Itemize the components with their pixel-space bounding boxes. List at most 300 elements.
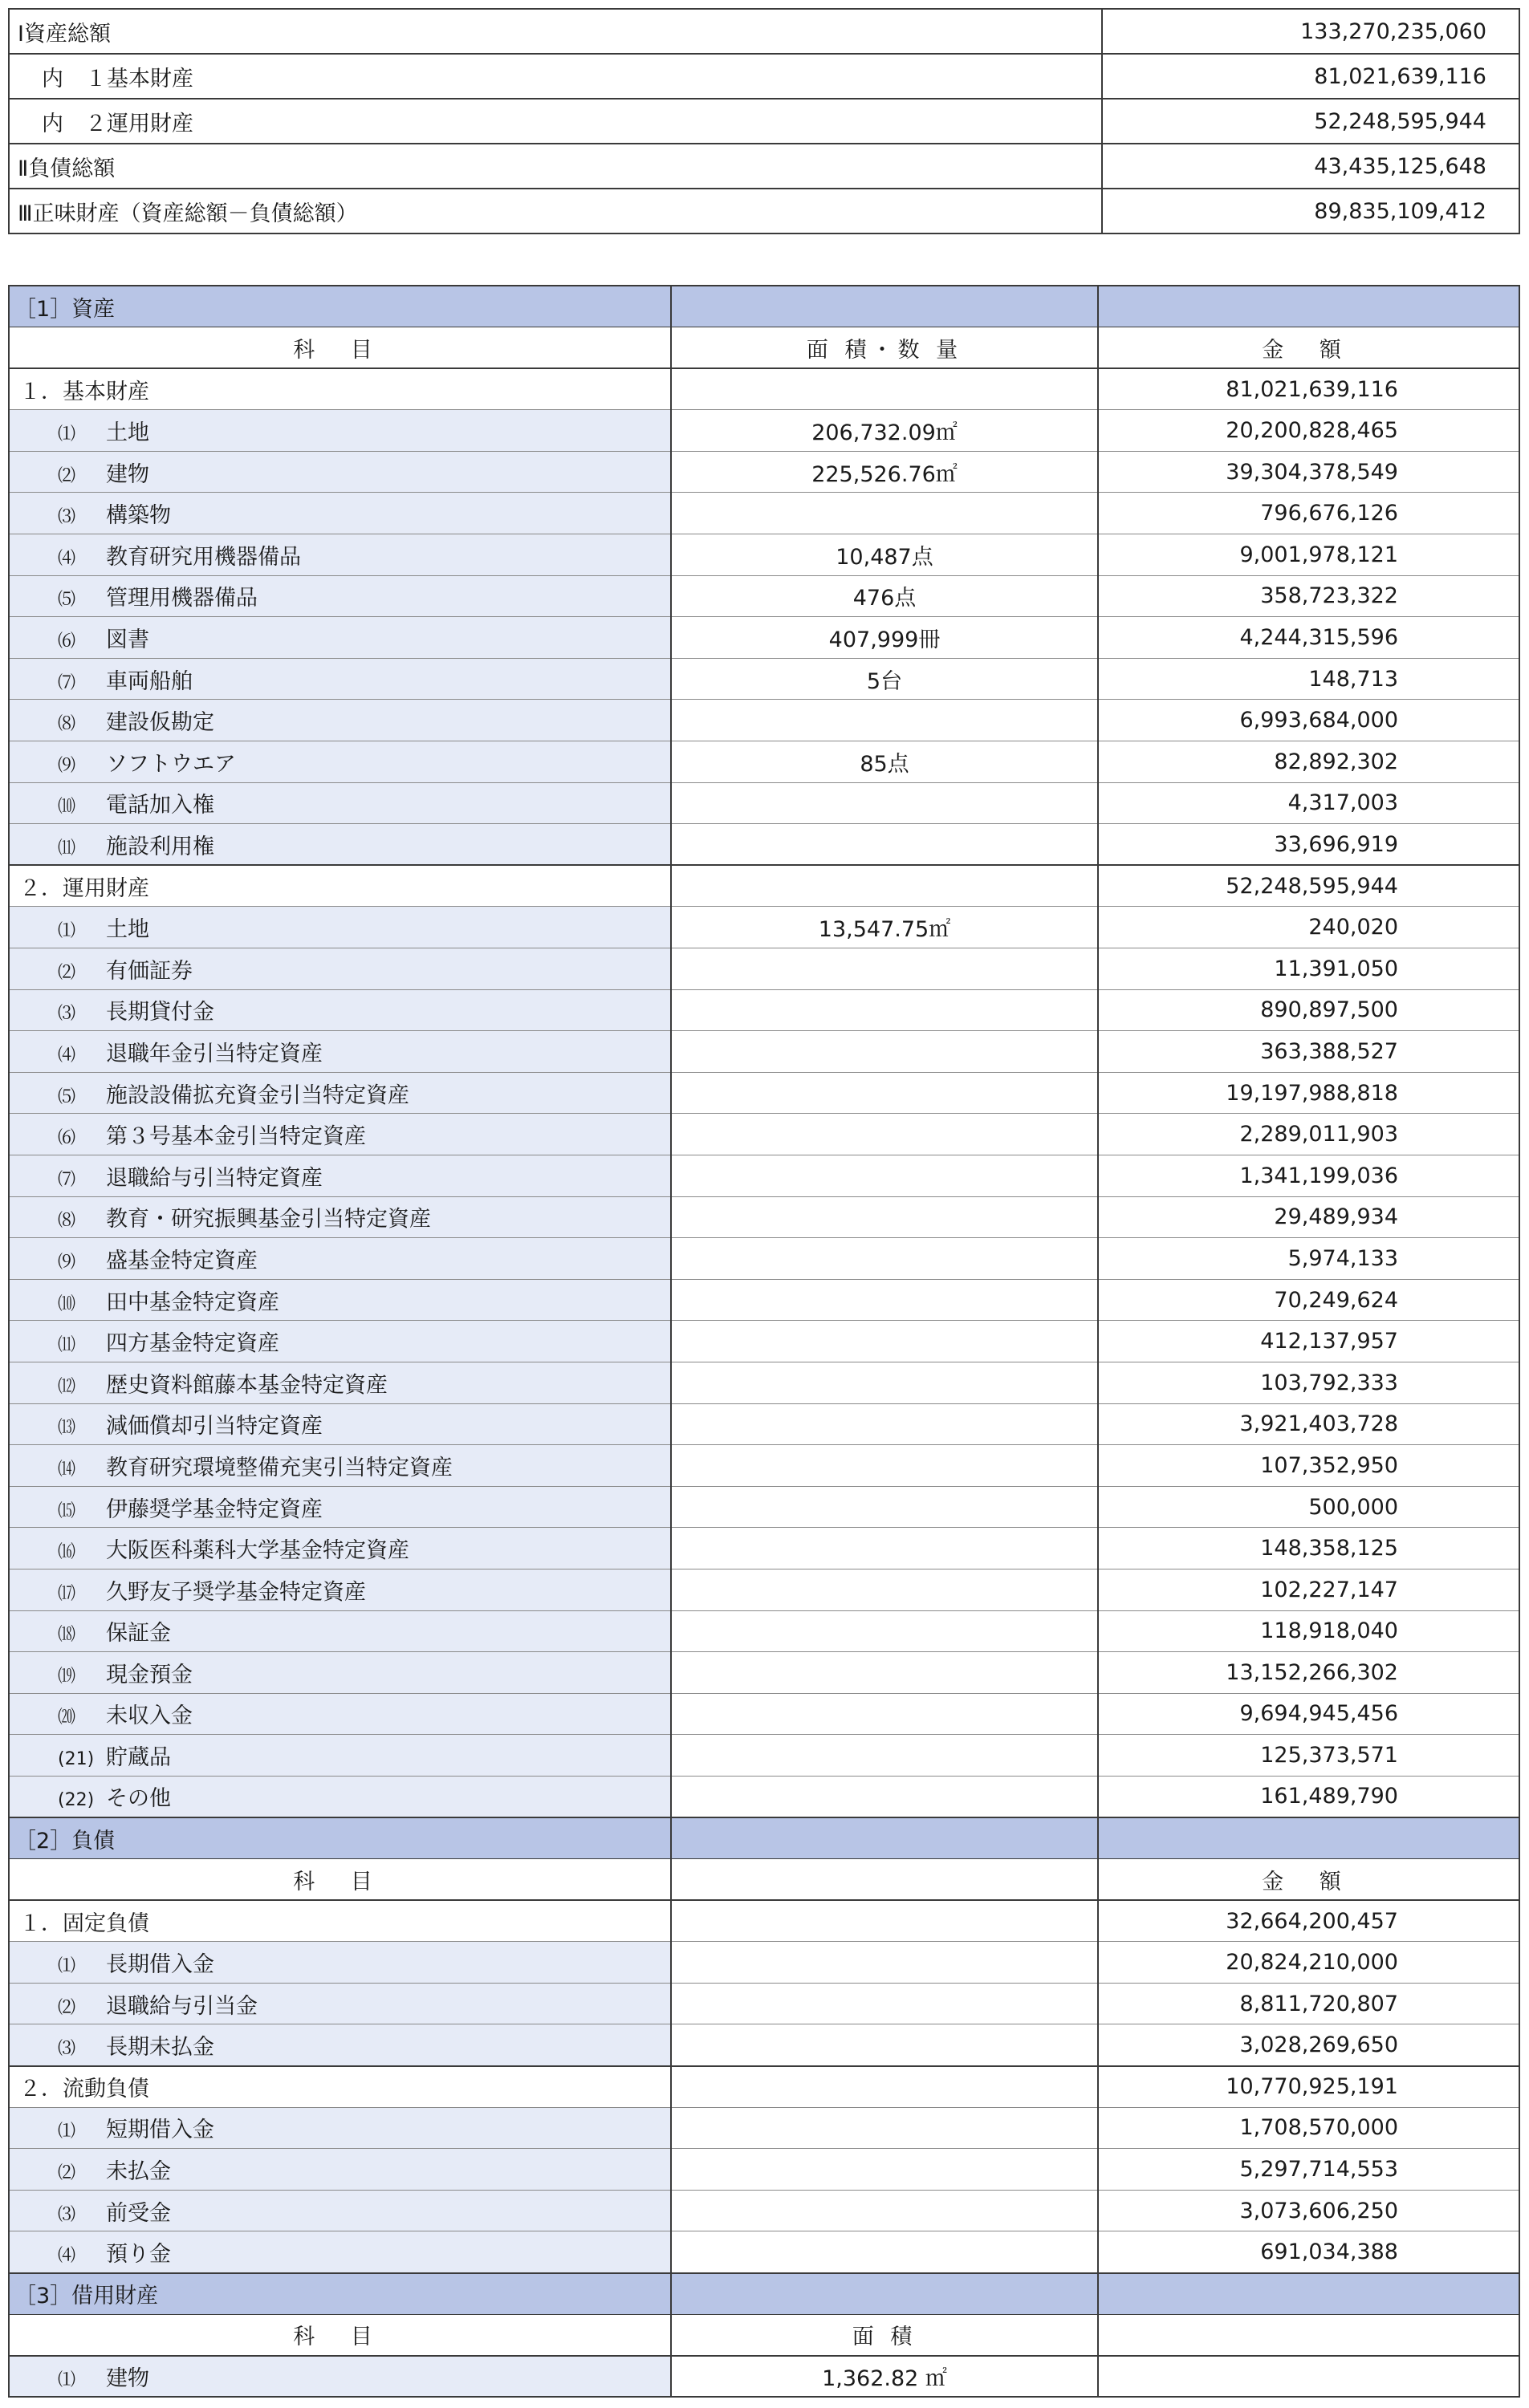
group-row <box>9 1900 1519 1942</box>
table-row <box>9 1403 1519 1445</box>
item-quantity <box>671 1610 1098 1652</box>
item-number: ⑶ <box>58 1004 76 1025</box>
item-number: ⑴ <box>58 2122 76 2142</box>
item-name: 長期借入金 <box>106 1952 214 1978</box>
item-cell <box>9 1031 671 1073</box>
item-name: 教育・研究振興基金引当特定資産 <box>106 1207 431 1232</box>
item-amount: 148,358,125 <box>1098 1528 1519 1569</box>
item-amount: 70,249,624 <box>1098 1279 1519 1321</box>
table-row <box>9 1652 1519 1694</box>
item-number: ⑷ <box>58 548 76 569</box>
item-cell <box>9 1983 671 2024</box>
item-name: 建設仮勘定 <box>106 710 214 736</box>
item-amount: 148,713 <box>1098 658 1519 700</box>
item-amount: 29,489,934 <box>1098 1196 1519 1238</box>
item-name: 構築物 <box>106 503 171 529</box>
item-number: ⑸ <box>58 1086 76 1107</box>
item-amount: 1,341,199,036 <box>1098 1155 1519 1196</box>
item-cell <box>9 1528 671 1569</box>
item-quantity <box>671 1445 1098 1487</box>
item-quantity <box>671 1403 1098 1445</box>
item-cell <box>9 1610 671 1652</box>
item-number: ⑴ <box>58 424 76 445</box>
group-title: １．固定負債 <box>9 1900 671 1942</box>
table-row <box>9 1279 1519 1321</box>
column-header-subject: 科 目 <box>9 1859 671 1901</box>
item-cell <box>9 700 671 741</box>
item-number: ⒄ <box>58 1583 76 1604</box>
item-number: ⑷ <box>58 1045 76 1066</box>
table-row <box>9 410 1519 452</box>
item-name: 前受金 <box>106 2200 171 2226</box>
item-number: ⑸ <box>58 590 76 611</box>
item-name: 盛基金特定資産 <box>106 1248 258 1273</box>
group-amount: 10,770,925,191 <box>1098 2066 1519 2108</box>
section-header-row <box>9 1817 1519 1859</box>
item-amount: 125,373,571 <box>1098 1735 1519 1777</box>
item-cell <box>9 1776 671 1817</box>
item-cell <box>9 1569 671 1610</box>
item-number: ⑿ <box>58 1376 76 1397</box>
item-name: 現金預金 <box>106 1662 193 1687</box>
item-cell <box>9 1279 671 1321</box>
item-quantity: 225,526.76㎡ <box>671 451 1098 493</box>
group-title: １．基本財産 <box>9 368 671 410</box>
summary-table <box>8 8 1520 234</box>
item-amount: 6,993,684,000 <box>1098 700 1519 741</box>
table-row <box>9 2107 1519 2149</box>
empty-cell <box>671 286 1098 327</box>
item-amount: 9,694,945,456 <box>1098 1693 1519 1735</box>
item-name: 長期貸付金 <box>106 1000 214 1025</box>
item-quantity: 476点 <box>671 575 1098 617</box>
group-row <box>9 368 1519 410</box>
item-quantity <box>671 2231 1098 2273</box>
item-number: ⒅ <box>58 1625 76 1646</box>
item-amount <box>1098 2356 1519 2398</box>
table-row <box>9 617 1519 659</box>
section-title: ［3］借用財産 <box>9 2273 671 2315</box>
item-name: 大阪医科薬科大学基金特定資産 <box>106 1538 409 1564</box>
item-number: ⑶ <box>58 507 76 528</box>
item-amount: 240,020 <box>1098 907 1519 948</box>
table-row <box>9 1114 1519 1155</box>
summary-value: 133,270,235,060 <box>1102 9 1519 54</box>
item-quantity: 1,362.82 ㎡ <box>671 2356 1098 2398</box>
table-row <box>9 741 1519 783</box>
summary-label: Ⅰ資産総額 <box>9 9 1102 54</box>
item-name: 図書 <box>106 627 149 653</box>
item-cell <box>9 1735 671 1777</box>
table-row <box>9 1942 1519 1984</box>
item-number: ⑾ <box>58 838 76 859</box>
item-cell <box>9 575 671 617</box>
item-cell <box>9 1942 671 1984</box>
item-cell <box>9 907 671 948</box>
item-name: 土地 <box>106 420 149 446</box>
table-row <box>9 907 1519 948</box>
item-name: 預り金 <box>106 2241 171 2267</box>
group-row <box>9 865 1519 907</box>
item-number: ⑼ <box>58 755 76 776</box>
table-row <box>9 493 1519 534</box>
item-cell <box>9 1072 671 1114</box>
table-row <box>9 989 1519 1031</box>
item-quantity <box>671 1114 1098 1155</box>
empty-cell <box>671 2273 1098 2315</box>
item-amount: 796,676,126 <box>1098 493 1519 534</box>
item-name: 短期借入金 <box>106 2118 214 2143</box>
item-number: ⑵ <box>58 465 76 486</box>
table-row <box>9 824 1519 866</box>
item-amount: 363,388,527 <box>1098 1031 1519 1073</box>
item-number: ⑽ <box>58 1293 76 1314</box>
summary-value: 52,248,595,944 <box>1102 99 1519 144</box>
item-name: 教育研究用機器備品 <box>106 544 301 570</box>
column-header-quantity: 面 積・数 量 <box>671 327 1098 369</box>
empty-cell <box>1098 2273 1519 2315</box>
item-number: ⑴ <box>58 921 76 942</box>
item-amount: 9,001,978,121 <box>1098 534 1519 576</box>
item-cell <box>9 410 671 452</box>
item-number: ⑹ <box>58 631 76 652</box>
table-row <box>9 1155 1519 1196</box>
item-quantity <box>671 1983 1098 2024</box>
item-cell <box>9 741 671 783</box>
table-row <box>9 2024 1519 2066</box>
item-cell <box>9 658 671 700</box>
item-name: 四方基金特定資産 <box>106 1331 279 1357</box>
item-name: 退職年金引当特定資産 <box>106 1041 323 1066</box>
item-quantity: 85点 <box>671 741 1098 783</box>
item-name: 建物 <box>106 2365 149 2391</box>
item-cell <box>9 493 671 534</box>
table-row <box>9 948 1519 990</box>
summary-row <box>9 189 1519 233</box>
table-row <box>9 1569 1519 1610</box>
item-number: ⑾ <box>58 1335 76 1356</box>
item-number: ⑼ <box>58 1252 76 1273</box>
item-cell <box>9 989 671 1031</box>
item-quantity <box>671 1486 1098 1528</box>
item-quantity <box>671 1693 1098 1735</box>
table-row <box>9 534 1519 576</box>
column-header-subject: 科 目 <box>9 2314 671 2356</box>
item-cell <box>9 534 671 576</box>
group-amount: 32,664,200,457 <box>1098 1900 1519 1942</box>
item-cell <box>9 1321 671 1362</box>
item-number: ⒁ <box>58 1459 76 1480</box>
item-amount: 691,034,388 <box>1098 2231 1519 2273</box>
table-row <box>9 700 1519 741</box>
table-row <box>9 1776 1519 1817</box>
empty-cell <box>1098 286 1519 327</box>
summary-row <box>9 144 1519 189</box>
empty-cell <box>671 1817 1098 1859</box>
item-cell <box>9 1445 671 1487</box>
item-quantity: 407,999冊 <box>671 617 1098 659</box>
empty-cell <box>1098 2314 1519 2356</box>
item-cell <box>9 1652 671 1694</box>
summary-row <box>9 54 1519 99</box>
empty-cell <box>671 1859 1098 1901</box>
item-quantity <box>671 1735 1098 1777</box>
item-quantity <box>671 782 1098 824</box>
item-quantity <box>671 1776 1098 1817</box>
item-cell <box>9 1693 671 1735</box>
item-amount: 107,352,950 <box>1098 1445 1519 1487</box>
item-amount: 3,073,606,250 <box>1098 2190 1519 2231</box>
item-name: ソフトウエア <box>106 751 236 777</box>
table-row <box>9 1196 1519 1238</box>
item-cell <box>9 451 671 493</box>
item-number: ⑽ <box>58 797 76 818</box>
table-row <box>9 1238 1519 1280</box>
item-name: 有価証券 <box>106 958 193 984</box>
table-row <box>9 1610 1519 1652</box>
item-number: ⑴ <box>58 1956 76 1977</box>
item-amount: 118,918,040 <box>1098 1610 1519 1652</box>
item-amount: 39,304,378,549 <box>1098 451 1519 493</box>
item-quantity <box>671 1072 1098 1114</box>
item-name: 施設利用権 <box>106 834 214 859</box>
item-cell <box>9 1403 671 1445</box>
item-amount: 20,200,828,465 <box>1098 410 1519 452</box>
item-name: 未払金 <box>106 2159 171 2185</box>
item-amount: 5,297,714,553 <box>1098 2149 1519 2191</box>
item-number: ⑵ <box>58 1997 76 2018</box>
item-number: ⒆ <box>58 1666 76 1687</box>
summary-label: Ⅲ正味財産（資産総額－負債総額） <box>9 189 1102 233</box>
table-row <box>9 1735 1519 1777</box>
item-amount: 161,489,790 <box>1098 1776 1519 1817</box>
item-cell <box>9 1114 671 1155</box>
item-amount: 20,824,210,000 <box>1098 1942 1519 1984</box>
item-quantity <box>671 1196 1098 1238</box>
item-number: ⑴ <box>58 2369 76 2390</box>
item-cell <box>9 782 671 824</box>
item-number: ⑻ <box>58 1211 76 1232</box>
section-header-row <box>9 286 1519 327</box>
summary-label: Ⅱ負債総額 <box>9 144 1102 189</box>
item-amount: 103,792,333 <box>1098 1362 1519 1403</box>
item-name: 田中基金特定資産 <box>106 1289 279 1315</box>
item-number: ⒇ <box>58 1708 76 1728</box>
section-header-row <box>9 2273 1519 2315</box>
item-quantity <box>671 1238 1098 1280</box>
summary-label: 内 ２運用財産 <box>9 99 1102 144</box>
table-row <box>9 451 1519 493</box>
item-name: 減価償却引当特定資産 <box>106 1414 323 1440</box>
table-row <box>9 2190 1519 2231</box>
item-quantity <box>671 1362 1098 1403</box>
item-quantity: 10,487点 <box>671 534 1098 576</box>
item-amount: 412,137,957 <box>1098 1321 1519 1362</box>
item-quantity <box>671 700 1098 741</box>
item-amount: 33,696,919 <box>1098 824 1519 866</box>
item-quantity <box>671 1942 1098 1984</box>
item-number: ⑵ <box>58 962 76 983</box>
item-cell <box>9 948 671 990</box>
item-number: ⒀ <box>58 1418 76 1439</box>
table-row <box>9 1486 1519 1528</box>
item-name: 車両船舶 <box>106 668 193 694</box>
item-name: 保証金 <box>106 1621 171 1647</box>
item-name: 電話加入権 <box>106 793 214 818</box>
table-row <box>9 1528 1519 1569</box>
item-quantity <box>671 1031 1098 1073</box>
table-row <box>9 1445 1519 1487</box>
item-quantity <box>671 2190 1098 2231</box>
item-name: 久野友子奨学基金特定資産 <box>106 1579 366 1605</box>
table-row <box>9 1321 1519 1362</box>
item-quantity <box>671 493 1098 534</box>
item-cell <box>9 2356 671 2398</box>
item-quantity <box>671 948 1098 990</box>
item-amount: 5,974,133 <box>1098 1238 1519 1280</box>
item-cell <box>9 1362 671 1403</box>
group-title: ２．流動負債 <box>9 2066 671 2108</box>
item-cell <box>9 617 671 659</box>
table-row <box>9 1072 1519 1114</box>
empty-cell <box>671 865 1098 907</box>
table-row <box>9 2231 1519 2273</box>
column-header-quantity: 面 積 <box>671 2314 1098 2356</box>
column-header-amount: 金 額 <box>1098 1859 1519 1901</box>
item-cell <box>9 2107 671 2149</box>
table-row <box>9 2356 1519 2398</box>
column-header-row <box>9 2314 1519 2356</box>
item-cell <box>9 2231 671 2273</box>
item-quantity <box>671 2107 1098 2149</box>
item-name: 施設設備拡充資金引当特定資産 <box>106 1082 409 1108</box>
table-row <box>9 575 1519 617</box>
summary-label: 内 １基本財産 <box>9 54 1102 99</box>
group-amount: 81,021,639,116 <box>1098 368 1519 410</box>
item-amount: 1,708,570,000 <box>1098 2107 1519 2149</box>
item-amount: 358,723,322 <box>1098 575 1519 617</box>
section-title: ［1］資産 <box>9 286 671 327</box>
item-number: ⑶ <box>58 2204 76 2225</box>
item-name: 建物 <box>106 461 149 487</box>
item-amount: 102,227,147 <box>1098 1569 1519 1610</box>
item-name: 教育研究環境整備充実引当特定資産 <box>106 1455 453 1480</box>
summary-value: 81,021,639,116 <box>1102 54 1519 99</box>
item-name: 管理用機器備品 <box>106 586 258 611</box>
empty-cell <box>1098 1817 1519 1859</box>
empty-cell <box>671 368 1098 410</box>
item-name: 貯蔵品 <box>106 1745 171 1771</box>
item-number: (22) <box>58 1790 95 1811</box>
item-number: ⑹ <box>58 1128 76 1149</box>
balance-table <box>8 285 1520 2398</box>
item-name: その他 <box>106 1786 171 1812</box>
empty-cell <box>671 1900 1098 1942</box>
item-cell <box>9 824 671 866</box>
column-header-amount: 金 額 <box>1098 327 1519 369</box>
summary-row <box>9 9 1519 54</box>
item-number: ⑶ <box>58 2038 76 2059</box>
table-row <box>9 1693 1519 1735</box>
column-header-row <box>9 327 1519 369</box>
item-cell <box>9 1155 671 1196</box>
item-amount: 2,289,011,903 <box>1098 1114 1519 1155</box>
summary-value: 89,835,109,412 <box>1102 189 1519 233</box>
item-cell <box>9 1486 671 1528</box>
summary-value: 43,435,125,648 <box>1102 144 1519 189</box>
item-amount: 4,317,003 <box>1098 782 1519 824</box>
item-number: ⑵ <box>58 2163 76 2184</box>
item-name: 未収入金 <box>106 1703 193 1729</box>
table-row <box>9 1031 1519 1073</box>
item-quantity <box>671 824 1098 866</box>
item-quantity <box>671 1528 1098 1569</box>
item-cell <box>9 1196 671 1238</box>
item-quantity <box>671 2149 1098 2191</box>
table-row <box>9 658 1519 700</box>
empty-cell <box>671 2066 1098 2108</box>
section-title: ［2］負債 <box>9 1817 671 1859</box>
column-header-row <box>9 1859 1519 1901</box>
item-amount: 8,811,720,807 <box>1098 1983 1519 2024</box>
group-amount: 52,248,595,944 <box>1098 865 1519 907</box>
item-number: ⑷ <box>58 2245 76 2266</box>
item-cell <box>9 2190 671 2231</box>
item-name: 伊藤奨学基金特定資産 <box>106 1496 323 1522</box>
item-quantity <box>671 1652 1098 1694</box>
item-quantity <box>671 989 1098 1031</box>
item-cell <box>9 1238 671 1280</box>
item-amount: 890,897,500 <box>1098 989 1519 1031</box>
column-header-subject: 科 目 <box>9 327 671 369</box>
group-title: ２．運用財産 <box>9 865 671 907</box>
item-quantity <box>671 1321 1098 1362</box>
table-row <box>9 2149 1519 2191</box>
item-name: 土地 <box>106 917 149 943</box>
item-number: (21) <box>58 1749 95 1770</box>
item-name: 退職給与引当金 <box>106 1993 258 2019</box>
item-name: 第３号基本金引当特定資産 <box>106 1124 366 1150</box>
group-row <box>9 2066 1519 2108</box>
summary-row <box>9 99 1519 144</box>
item-number: ⑺ <box>58 672 76 693</box>
table-row <box>9 1362 1519 1403</box>
item-number: ⑺ <box>58 1169 76 1190</box>
item-quantity: 13,547.75㎡ <box>671 907 1098 948</box>
item-cell <box>9 2149 671 2191</box>
item-quantity <box>671 1155 1098 1196</box>
item-amount: 13,152,266,302 <box>1098 1652 1519 1694</box>
item-amount: 82,892,302 <box>1098 741 1519 783</box>
item-quantity: 5台 <box>671 658 1098 700</box>
table-row <box>9 782 1519 824</box>
item-quantity <box>671 2024 1098 2066</box>
item-name: 長期未払金 <box>106 2034 214 2060</box>
item-cell <box>9 2024 671 2066</box>
item-number: ⒃ <box>58 1542 76 1563</box>
item-name: 退職給与引当特定資産 <box>106 1165 323 1191</box>
item-quantity: 206,732.09㎡ <box>671 410 1098 452</box>
item-quantity <box>671 1279 1098 1321</box>
item-amount: 500,000 <box>1098 1486 1519 1528</box>
item-quantity <box>671 1569 1098 1610</box>
item-amount: 11,391,050 <box>1098 948 1519 990</box>
table-row <box>9 1983 1519 2024</box>
item-amount: 19,197,988,818 <box>1098 1072 1519 1114</box>
item-name: 歴史資料館藤本基金特定資産 <box>106 1372 388 1398</box>
item-number: ⒂ <box>58 1500 76 1521</box>
item-amount: 3,028,269,650 <box>1098 2024 1519 2066</box>
